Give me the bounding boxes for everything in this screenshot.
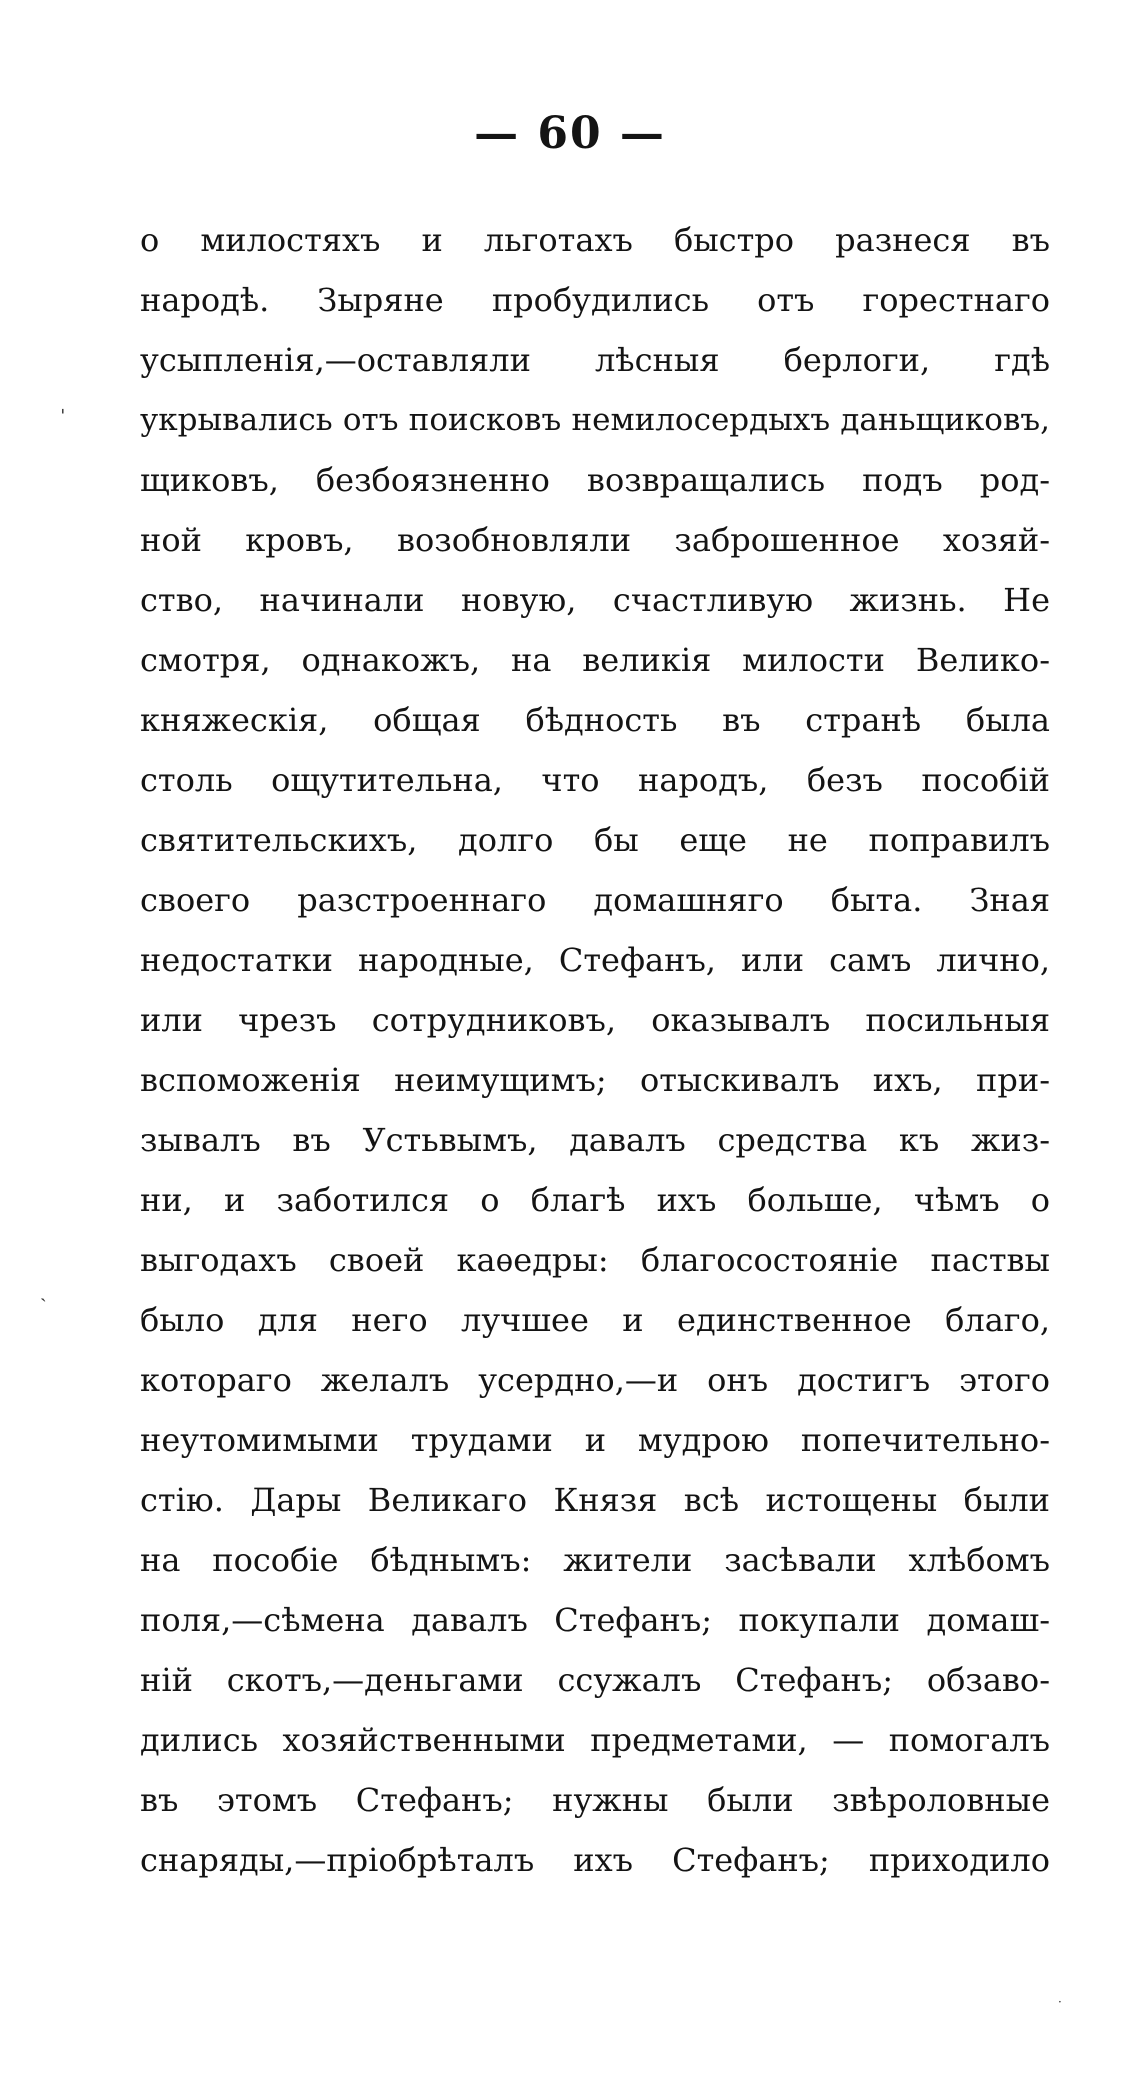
text-line: щиковъ, безбоязненно возвращались подъ род- [140, 461, 1050, 499]
text-line: стію. Дары Великаго Князя всѣ истощены были [140, 1481, 1050, 1519]
text-line: зывалъ въ Устьвымъ, давалъ средства къ жиз- [140, 1121, 1050, 1159]
text-line: снаряды,—пріобрѣталъ ихъ Стефанъ; приходило [140, 1841, 1050, 1879]
margin-speck: ˎ [40, 1278, 47, 1302]
text-line: или чрезъ сотрудниковъ, оказывалъ посильныя [140, 1001, 1050, 1039]
text-line: котораго желалъ усердно,—и онъ достигъ этого [140, 1361, 1050, 1399]
text-line: народѣ. Зыряне пробудились отъ горестнаго [140, 281, 1050, 319]
margin-speck: · [1058, 1995, 1062, 2009]
text-line: смотря, однакожъ, на великія милости Велико- [140, 641, 1050, 679]
text-line: о милостяхъ и льготахъ быстро разнеся въ [140, 221, 1050, 259]
text-line: ній скотъ,—деньгами ссужалъ Стефанъ; обзаво- [140, 1661, 1050, 1699]
text-line: святительскихъ, долго бы еще не поправилъ [140, 821, 1050, 859]
text-line: укрывались отъ поисковъ немилосердыхъ даньщиковъ, [140, 402, 1050, 438]
text-line: усыпленія,—оставляли лѣсныя берлоги, гдѣ [140, 341, 1050, 379]
text-line: дились хозяйственными предметами, — помогалъ [140, 1721, 1050, 1759]
text-line: ни, и заботился о благѣ ихъ больше, чѣмъ о [140, 1181, 1050, 1219]
text-line: ной кровъ, возобновляли заброшенное хозяй- [140, 521, 1050, 559]
page-number: — 60 — [474, 108, 666, 159]
text-line: поля,—сѣмена давалъ Стефанъ; покупали домаш- [140, 1601, 1050, 1639]
text-line: было для него лучшее и единственное благо, [140, 1301, 1050, 1339]
margin-speck: ˈ [60, 405, 66, 429]
text-line: столь ощутительна, что народъ, безъ пособій [140, 761, 1050, 799]
text-line: ство, начинали новую, счастливую жизнь. Не [140, 581, 1050, 619]
text-line: выгодахъ своей каѳедры: благосостояніе паствы [140, 1241, 1050, 1279]
text-line: своего разстроеннаго домашняго быта. Зная [140, 881, 1050, 919]
text-line: княжескія, общая бѣдность въ странѣ была [140, 701, 1050, 739]
text-line: на пособіе бѣднымъ: жители засѣвали хлѣбомъ [140, 1541, 1050, 1579]
body-text [140, 210, 1050, 1890]
text-line: неутомимыми трудами и мудрою попечительно- [140, 1421, 1050, 1459]
text-line: недостатки народные, Стефанъ, или самъ лично, [140, 941, 1050, 979]
text-line: вспоможенія неимущимъ; отыскивалъ ихъ, при- [140, 1061, 1050, 1099]
text-line: въ этомъ Стефанъ; нужны были звѣроловные [140, 1781, 1050, 1819]
